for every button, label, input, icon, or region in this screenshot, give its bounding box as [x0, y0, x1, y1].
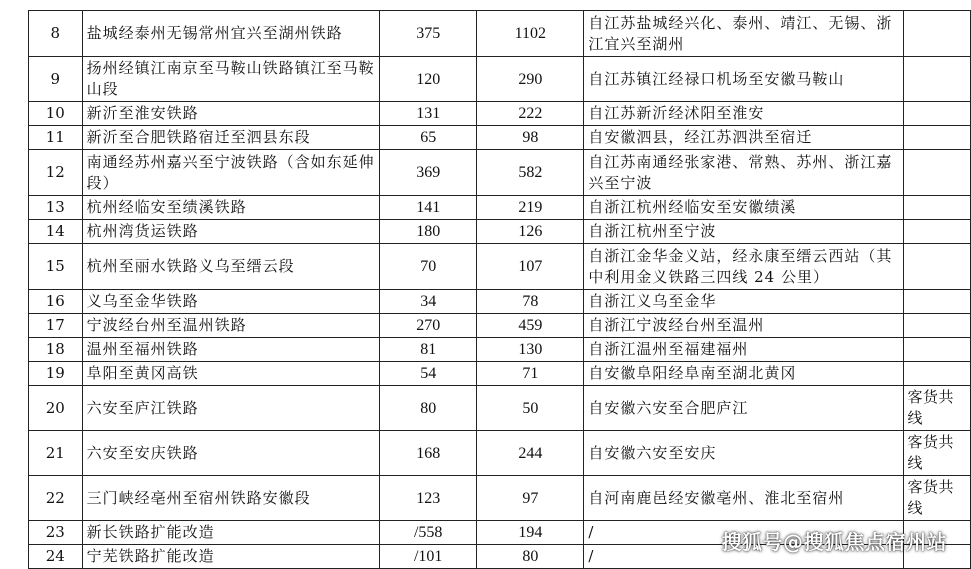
table-row	[29, 431, 971, 476]
investment-cell: 97	[477, 476, 584, 521]
route-description-cell: 自安徽六安至安庆	[584, 431, 903, 476]
remark-cell	[903, 150, 970, 196]
project-name-cell: 南通经苏州嘉兴至宁波铁路（含如东延伸段）	[82, 150, 379, 196]
project-name-cell: 杭州至丽水铁路义乌至缙云段	[82, 244, 379, 290]
length-km-cell: 70	[380, 244, 477, 290]
row-number-cell: 21	[29, 431, 83, 476]
project-name-cell: 六安至安庆铁路	[82, 431, 379, 476]
route-description-cell: 自江苏新沂经沭阳至淮安	[584, 102, 903, 126]
length-km-cell: 65	[380, 126, 477, 150]
row-number-cell: 17	[29, 314, 83, 338]
row-number-cell: 23	[29, 521, 83, 545]
route-description-cell: 自浙江杭州经临安至安徽绩溪	[584, 196, 903, 220]
investment-cell: 50	[477, 386, 584, 431]
investment-cell: 71	[477, 362, 584, 386]
length-km-cell: 80	[380, 386, 477, 431]
length-km-cell: 141	[380, 196, 477, 220]
investment-cell: 107	[477, 244, 584, 290]
table-row	[29, 126, 971, 150]
project-name-cell: 宁波经台州至温州铁路	[82, 314, 379, 338]
row-number-cell: 24	[29, 545, 83, 569]
length-km-cell: 375	[380, 11, 477, 57]
route-description-cell: 自河南鹿邑经安徽亳州、淮北至宿州	[584, 476, 903, 521]
project-name-cell: 新沂至合肥铁路宿迁至泗县东段	[82, 126, 379, 150]
table-row	[29, 11, 971, 57]
table-row	[29, 57, 971, 102]
row-number-cell: 16	[29, 290, 83, 314]
table-row	[29, 362, 971, 386]
length-km-cell: /558	[380, 521, 477, 545]
table-row	[29, 244, 971, 290]
table-row	[29, 150, 971, 196]
length-km-cell: 168	[380, 431, 477, 476]
table-row	[29, 476, 971, 521]
investment-cell: 1102	[477, 11, 584, 57]
route-description-cell: 自江苏盐城经兴化、泰州、靖江、无锡、浙江宜兴至湖州	[584, 11, 903, 57]
row-number-cell: 14	[29, 220, 83, 244]
investment-cell: 80	[477, 545, 584, 569]
length-km-cell: 54	[380, 362, 477, 386]
remark-cell	[903, 362, 970, 386]
table-row	[29, 338, 971, 362]
route-description-cell: /	[584, 521, 903, 545]
project-name-cell: 杭州湾货运铁路	[82, 220, 379, 244]
investment-cell: 244	[477, 431, 584, 476]
investment-cell: 130	[477, 338, 584, 362]
investment-cell: 290	[477, 57, 584, 102]
project-name-cell: 温州至福州铁路	[82, 338, 379, 362]
row-number-cell: 11	[29, 126, 83, 150]
remark-cell	[903, 338, 970, 362]
investment-cell: 126	[477, 220, 584, 244]
row-number-cell: 20	[29, 386, 83, 431]
row-number-cell: 19	[29, 362, 83, 386]
row-number-cell: 12	[29, 150, 83, 196]
route-description-cell: 自安徽泗县，经江苏泗洪至宿迁	[584, 126, 903, 150]
table-row	[29, 102, 971, 126]
row-number-cell: 8	[29, 11, 83, 57]
row-number-cell: 22	[29, 476, 83, 521]
length-km-cell: 131	[380, 102, 477, 126]
investment-cell: 78	[477, 290, 584, 314]
remark-cell	[903, 220, 970, 244]
row-number-cell: 10	[29, 102, 83, 126]
length-km-cell: 270	[380, 314, 477, 338]
row-number-cell: 15	[29, 244, 83, 290]
row-number-cell: 9	[29, 57, 83, 102]
investment-cell: 219	[477, 196, 584, 220]
project-name-cell: 杭州经临安至绩溪铁路	[82, 196, 379, 220]
table-body	[29, 11, 971, 569]
route-description-cell: 自浙江宁波经台州至温州	[584, 314, 903, 338]
watermark: 搜狐号@搜狐焦点宿州站	[721, 530, 947, 554]
length-km-cell: 369	[380, 150, 477, 196]
length-km-cell: 180	[380, 220, 477, 244]
project-name-cell: 新长铁路扩能改造	[82, 521, 379, 545]
remark-cell	[903, 314, 970, 338]
project-name-cell: 宁芜铁路扩能改造	[82, 545, 379, 569]
remark-cell	[903, 102, 970, 126]
route-description-cell: 自浙江金华金义站，经永康至缙云西站（其中利用金义铁路三四线 24 公里）	[584, 244, 903, 290]
route-description-cell: 自安徽六安至合肥庐江	[584, 386, 903, 431]
project-name-cell: 扬州经镇江南京至马鞍山铁路镇江至马鞍山段	[82, 57, 379, 102]
project-name-cell: 三门峡经亳州至宿州铁路安徽段	[82, 476, 379, 521]
project-name-cell: 新沂至淮安铁路	[82, 102, 379, 126]
investment-cell: 194	[477, 521, 584, 545]
route-description-cell: /	[584, 545, 903, 569]
length-km-cell: 81	[380, 338, 477, 362]
length-km-cell: 120	[380, 57, 477, 102]
length-km-cell: 123	[380, 476, 477, 521]
remark-cell	[903, 57, 970, 102]
investment-cell: 582	[477, 150, 584, 196]
row-number-cell: 18	[29, 338, 83, 362]
row-number-cell: 13	[29, 196, 83, 220]
table-row	[29, 196, 971, 220]
table-row	[29, 314, 971, 338]
project-name-cell: 六安至庐江铁路	[82, 386, 379, 431]
remark-cell	[903, 244, 970, 290]
length-km-cell: /101	[380, 545, 477, 569]
project-name-cell: 盐城经泰州无锡常州宜兴至湖州铁路	[82, 11, 379, 57]
remark-cell: 客货共线	[903, 476, 970, 521]
project-name-cell: 阜阳至黄冈高铁	[82, 362, 379, 386]
route-description-cell: 自安徽阜阳经阜南至湖北黄冈	[584, 362, 903, 386]
remark-cell: 客货共线	[903, 431, 970, 476]
project-name-cell: 义乌至金华铁路	[82, 290, 379, 314]
investment-cell: 98	[477, 126, 584, 150]
route-description-cell: 自浙江义乌至金华	[584, 290, 903, 314]
route-description-cell: 自江苏南通经张家港、常熟、苏州、浙江嘉兴至宁波	[584, 150, 903, 196]
railway-projects-table	[28, 10, 971, 569]
remark-cell	[903, 196, 970, 220]
investment-cell: 222	[477, 102, 584, 126]
remark-cell	[903, 126, 970, 150]
table-row	[29, 290, 971, 314]
table-row	[29, 386, 971, 431]
route-description-cell: 自浙江杭州至宁波	[584, 220, 903, 244]
length-km-cell: 34	[380, 290, 477, 314]
investment-cell: 459	[477, 314, 584, 338]
route-description-cell: 自浙江温州至福建福州	[584, 338, 903, 362]
remark-cell: 客货共线	[903, 386, 970, 431]
remark-cell	[903, 290, 970, 314]
route-description-cell: 自江苏镇江经禄口机场至安徽马鞍山	[584, 57, 903, 102]
table-row	[29, 220, 971, 244]
remark-cell	[903, 11, 970, 57]
